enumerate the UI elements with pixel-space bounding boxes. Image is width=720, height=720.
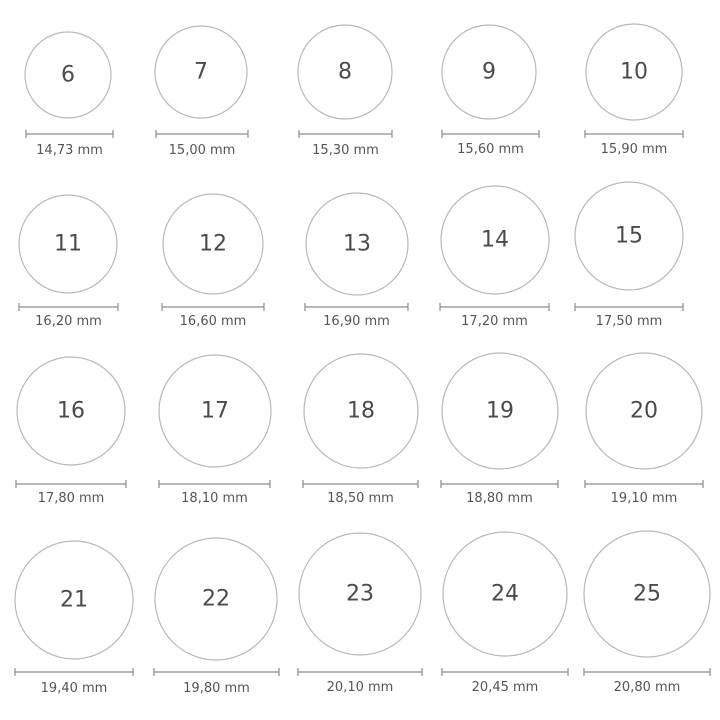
ring-diameter-label: 20,45 mm bbox=[471, 680, 539, 695]
ring-size-label: 12 bbox=[199, 231, 227, 257]
ring-diameter-label: 15,90 mm bbox=[600, 142, 668, 157]
ring-diameter-label: 16,60 mm bbox=[179, 314, 247, 329]
ring-diameter-label: 16,20 mm bbox=[35, 314, 102, 329]
ring-diameter-label: 18,10 mm bbox=[181, 491, 248, 506]
ring-diameter-label: 19,80 mm bbox=[183, 681, 250, 696]
ring-item-9 bbox=[442, 25, 539, 157]
ring-size-label: 20 bbox=[630, 398, 658, 424]
ring-size-label: 21 bbox=[60, 587, 88, 613]
ring-diameter-label: 18,80 mm bbox=[466, 491, 533, 506]
ring-diameter-label: 17,20 mm bbox=[461, 314, 528, 329]
ring-size-label: 7 bbox=[194, 59, 208, 85]
ring-diameter-label: 16,90 mm bbox=[323, 314, 390, 329]
ring-size-label: 24 bbox=[491, 581, 519, 607]
ring-item-21 bbox=[15, 541, 133, 696]
ring-item-22 bbox=[154, 538, 279, 696]
ring-diameter-label: 18,50 mm bbox=[327, 491, 394, 506]
ring-size-label: 11 bbox=[54, 231, 82, 257]
ring-size-label: 22 bbox=[202, 586, 230, 612]
ring-size-label: 9 bbox=[482, 59, 496, 85]
ring-diameter-label: 19,10 mm bbox=[610, 491, 678, 506]
ring-item-20 bbox=[585, 353, 703, 506]
ring-item-25 bbox=[584, 531, 710, 695]
ring-item-11 bbox=[19, 195, 118, 329]
ring-diameter-label: 15,30 mm bbox=[312, 143, 379, 158]
ring-size-label: 18 bbox=[347, 398, 375, 424]
ring-size-label: 16 bbox=[57, 398, 85, 424]
ring-item-19 bbox=[441, 353, 558, 506]
ring-diameter-label: 20,80 mm bbox=[613, 680, 681, 695]
ring-size-label: 8 bbox=[338, 59, 352, 85]
ring-item-16 bbox=[16, 357, 126, 506]
ring-size-label: 14 bbox=[481, 227, 509, 253]
ring-item-7 bbox=[155, 26, 248, 158]
ring-size-label: 6 bbox=[61, 62, 75, 88]
ring-diameter-label: 15,60 mm bbox=[457, 142, 524, 157]
ring-item-15 bbox=[575, 182, 683, 329]
ring-diameter-label: 17,50 mm bbox=[595, 314, 663, 329]
ring-item-14 bbox=[440, 186, 549, 329]
ring-item-8 bbox=[298, 25, 392, 158]
ring-size-label: 15 bbox=[615, 223, 643, 249]
ring-size-label: 19 bbox=[486, 398, 514, 424]
ring-size-label: 25 bbox=[633, 581, 661, 607]
ring-item-10 bbox=[585, 24, 683, 157]
ring-size-label: 23 bbox=[346, 581, 374, 607]
ring-size-label: 17 bbox=[201, 398, 229, 424]
ring-item-17 bbox=[159, 355, 271, 506]
ring-diameter-label: 17,80 mm bbox=[37, 491, 105, 506]
ring-item-18 bbox=[303, 354, 418, 506]
ring-item-24 bbox=[442, 532, 568, 695]
ring-item-13 bbox=[305, 193, 408, 329]
ring-item-23 bbox=[298, 533, 422, 695]
ring-size-label: 13 bbox=[343, 231, 371, 257]
ring-diameter-label: 19,40 mm bbox=[40, 681, 108, 696]
ring-item-12 bbox=[162, 194, 264, 329]
ring-diameter-label: 14,73 mm bbox=[36, 143, 103, 158]
ring-diameter-label: 15,00 mm bbox=[168, 143, 236, 158]
ring-size-label: 10 bbox=[620, 59, 648, 85]
ring-diameter-label: 20,10 mm bbox=[326, 680, 394, 695]
ring-item-6 bbox=[25, 32, 113, 158]
